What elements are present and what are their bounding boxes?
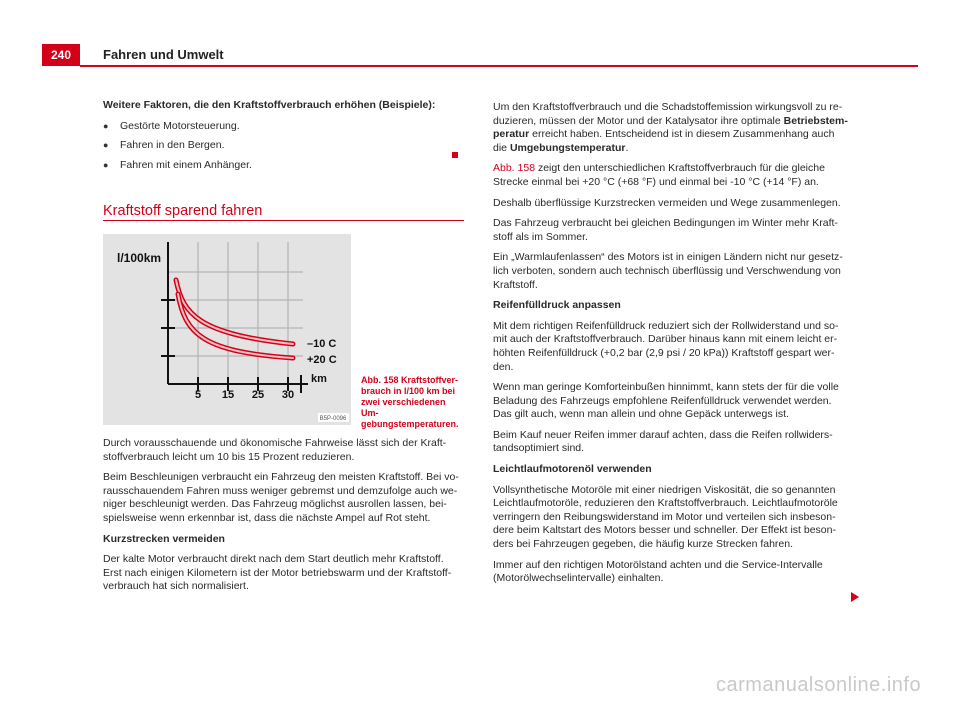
- paragraph: Vollsynthetische Motoröle mit einer niedrigen Viskosität, die so genannten Leichtlaufmotoröle, reduzieren den Kraftstoffverbrauch. Leichtlaufmotoröle verringern den Reibungswiderstand im Motor und verteilen sich insbeson-dere beim Kaltstart des Motors besser und schneller. Der Effekt ist beson-ders bei Fahrzeugen gegeben, die häufig kurze Strecken fahren.: [493, 483, 838, 551]
- watermark: carmanualsonline.info: [716, 674, 922, 696]
- list-item: ● Fahren mit einem Anhänger.: [103, 159, 463, 173]
- section-rule: [103, 220, 464, 221]
- x-tick-label: 25: [251, 389, 265, 401]
- y-axis-label: l/100km: [117, 251, 162, 265]
- paragraph: Der kalte Motor verbraucht direkt nach dem Start deutlich mehr Kraftstoff. Erst nach einigen Kilometern ist der Motor betriebswarm und der Kraftstoff-verbrauch hat sich normalisiert.: [103, 553, 452, 593]
- paragraph: Ein „Warmlaufenlassen“ des Motors ist in einigen Ländern nicht nur gesetz-lich verboten, sondern auch technisch überflüssig und Verschwendung von Kraftstoff.: [493, 251, 843, 291]
- subheading-short-trips: Kurzstrecken vermeiden: [103, 532, 225, 545]
- paragraph: Das Fahrzeug verbraucht bei gleichen Bedingungen im Winter mehr Kraft-stoff als im Sommer.: [493, 217, 838, 243]
- list-item: ● Fahren in den Bergen.: [103, 139, 463, 153]
- intro-heading: Weitere Faktoren, die den Kraftstoffverbrauch erhöhen (Beispiele):: [103, 99, 436, 111]
- paragraph: Durch vorausschauende und ökonomische Fahrweise lässt sich der Kraft-stoffverbrauch leicht um 10 bis 15 Prozent reduzieren.: [103, 437, 447, 463]
- subheading-tire-pressure: Reifenfülldruck anpassen: [493, 299, 621, 312]
- figure-caption: Abb. 158 Kraftstoffver-brauch in l/100 km bei zwei verschiedenen Um-gebungstemperaturen.: [361, 375, 459, 429]
- page-number: 240: [42, 44, 80, 66]
- paragraph: Abb. 158 zeigt den unterschiedlichen Kraftstoffverbrauch für die gleiche Strecke einmal bei +20 °C (+68 °F) und einmal bei -10 °C (+14 °F) an.: [493, 162, 825, 188]
- x-tick-label: 30: [281, 389, 295, 401]
- figure-code: B5P-0096: [319, 416, 347, 422]
- curve-label-minus10: –10 C: [307, 338, 337, 350]
- x-tick-label: 5: [194, 389, 202, 401]
- left-body: [103, 437, 464, 601]
- right-body: [493, 101, 849, 593]
- subheading-low-friction-oil: Leichtlaufmotorenöl verwenden: [493, 463, 652, 476]
- paragraph: Deshalb überflüssige Kurzstrecken vermeiden und Wege zusammenlegen.: [493, 196, 841, 209]
- fuel-consumption-figure: [103, 234, 351, 425]
- paragraph: Um den Kraftstoffverbrauch und die Schadstoffemission wirkungsvoll zu re-duzieren, müssen der Motor und der Katalysator ihre optimale Betriebstem-peratur erreicht haben. Entscheidend ist in diesem Zusammenhang auch die Umgebungstemperatur.: [493, 101, 848, 154]
- x-axis-label: km: [311, 373, 327, 385]
- paragraph: Beim Kauf neuer Reifen immer darauf achten, dass die Reifen rollwiders-tandsoptimiert sind.: [493, 428, 833, 455]
- figure-reference-link[interactable]: Abb. 158: [493, 162, 536, 175]
- curve-label-plus20: +20 C: [307, 354, 337, 366]
- paragraph: Wenn man geringe Komforteinbußen hinnimmt, kann stets der für die volle Beladung des Fahrzeugs empfohlene Reifenfülldruck verwendet werden. Das gilt auch, wenn man allein und ohne Gepäck unterwegs ist.: [493, 381, 839, 421]
- chapter-title: Fahren und Umwelt: [103, 47, 224, 62]
- header-rule: [80, 65, 918, 67]
- section-title: Kraftstoff sparend fahren: [103, 203, 263, 219]
- paragraph: Beim Beschleunigen verbraucht ein Fahrzeug den meisten Kraftstoff. Bei vo-rausschauendem Fahren muss weniger gebremst und demzufolge auch we-niger beschleunigt werden. Das Fahrzeug möglichst ausrollen lassen, bei-spielsweise wenn erkennbar ist, dass die nächste Ampel auf Rot steht.: [103, 471, 459, 524]
- paragraph: Mit dem richtigen Reifenfülldruck reduziert sich der Rollwiderstand und so-mit auch der Kraftstoffverbrauch. Darüber hinaus kann mit einem leicht er-höhten Reifenfülldruck (+0,2 bar (2,9 psi / 20 kPa)) Kraftstoff gespart wer-den.: [493, 319, 839, 373]
- paragraph: Immer auf den richtigen Motorölstand achten und die Service-Intervalle (Motorölwechselintervalle) einhalten.: [493, 558, 823, 585]
- section-end-marker: [452, 152, 458, 158]
- list-item: ● Gestörte Motorsteuerung.: [103, 120, 463, 134]
- intro-block: [103, 99, 463, 178]
- fuel-chart: [103, 234, 351, 425]
- x-tick-label: 15: [221, 389, 235, 401]
- continue-arrow-icon: [851, 592, 859, 602]
- factor-list: [103, 120, 463, 173]
